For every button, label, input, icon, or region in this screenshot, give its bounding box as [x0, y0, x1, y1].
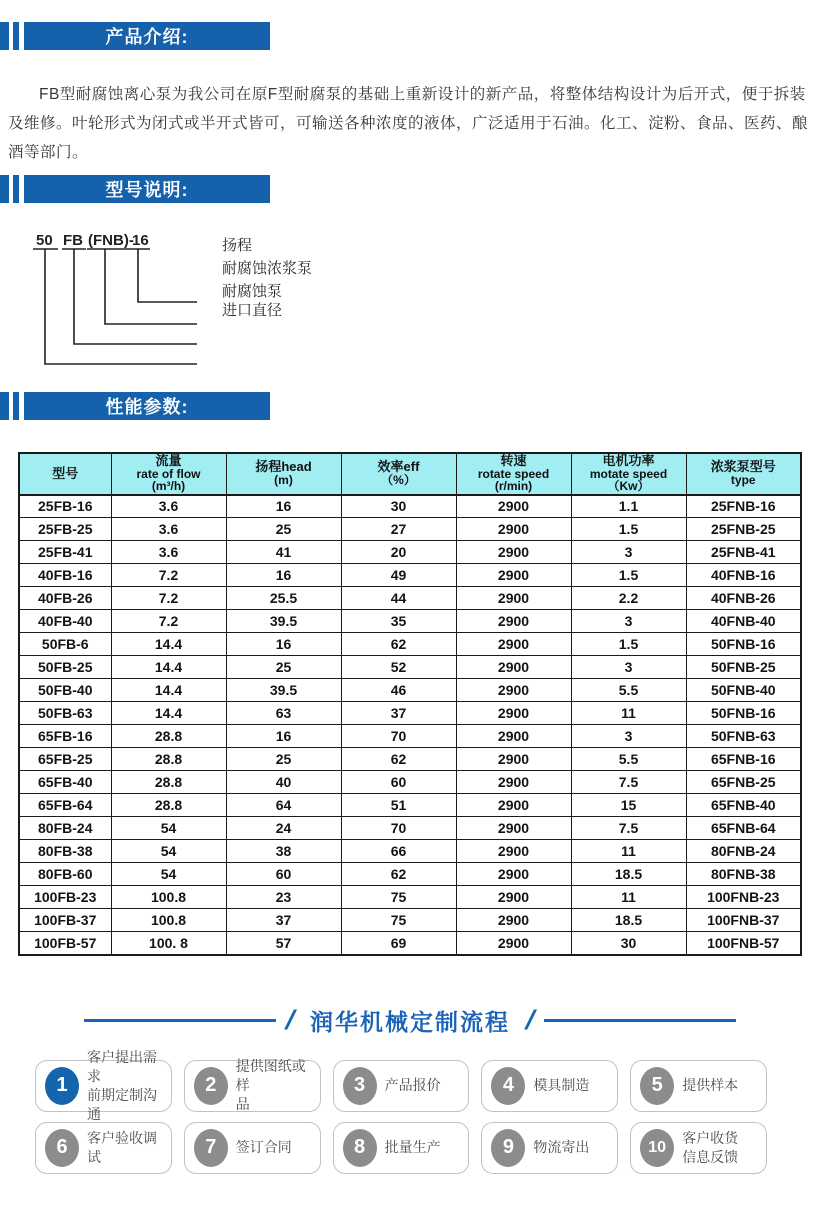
- table-cell: 2900: [456, 679, 571, 702]
- table-cell: 100.8: [111, 886, 226, 909]
- table-cell: 2900: [456, 541, 571, 564]
- header-stripe-icon: [13, 392, 19, 420]
- table-cell: 7.5: [571, 771, 686, 794]
- table-cell: 40FB-40: [19, 610, 111, 633]
- table-cell: 1.5: [571, 633, 686, 656]
- table-cell: 54: [111, 817, 226, 840]
- table-row: [19, 817, 801, 840]
- table-row: [19, 748, 801, 771]
- flow-step-8: [333, 1122, 470, 1174]
- table-cell: 80FB-60: [19, 863, 111, 886]
- step-label: 物流寄出: [533, 1139, 590, 1155]
- table-row: [19, 840, 801, 863]
- table-cell: 63: [226, 702, 341, 725]
- table-cell: 28.8: [111, 771, 226, 794]
- step-label: 产品报价: [384, 1077, 441, 1093]
- table-cell: 3.6: [111, 541, 226, 564]
- performance-table: [18, 452, 802, 956]
- table-cell: 1.5: [571, 564, 686, 587]
- table-cell: 2900: [456, 610, 571, 633]
- column-header: 型号: [19, 453, 111, 495]
- table-cell: 70: [341, 817, 456, 840]
- model-label-inlet-dia: 进口直径: [222, 302, 283, 319]
- model-code-diagram: [0, 213, 420, 385]
- table-cell: 40: [226, 771, 341, 794]
- table-cell: 11: [571, 840, 686, 863]
- table-row: [19, 863, 801, 886]
- table-cell: 65FNB-16: [686, 748, 801, 771]
- table-cell: 3: [571, 725, 686, 748]
- table-cell: 2900: [456, 702, 571, 725]
- table-cell: 2900: [456, 817, 571, 840]
- column-header: 浓浆泵型号 type: [686, 453, 801, 495]
- table-cell: 44: [341, 587, 456, 610]
- model-code-head: 16: [132, 232, 149, 249]
- table-row: [19, 633, 801, 656]
- table-cell: 30: [571, 932, 686, 955]
- table-cell: 41: [226, 541, 341, 564]
- step-label: 提供样本: [682, 1077, 739, 1093]
- step-number-badge: 8: [343, 1129, 377, 1167]
- table-cell: 54: [111, 840, 226, 863]
- table-cell: 2900: [456, 771, 571, 794]
- table-cell: 38: [226, 840, 341, 863]
- table-cell: 100FNB-57: [686, 932, 801, 955]
- flow-step-5: [630, 1060, 767, 1112]
- table-cell: 62: [341, 748, 456, 771]
- table-cell: 65FNB-64: [686, 817, 801, 840]
- step-number-badge: 10: [640, 1129, 674, 1167]
- table-cell: 65FNB-40: [686, 794, 801, 817]
- table-cell: 16: [226, 564, 341, 587]
- table-row: [19, 909, 801, 932]
- table-cell: 2900: [456, 725, 571, 748]
- table-cell: 100FNB-23: [686, 886, 801, 909]
- flow-steps: [35, 1048, 767, 1174]
- step-label: 客户收货 信息反馈: [682, 1129, 739, 1165]
- table-cell: 51: [341, 794, 456, 817]
- table-cell: 23: [226, 886, 341, 909]
- table-cell: 50FNB-63: [686, 725, 801, 748]
- table-cell: 39.5: [226, 679, 341, 702]
- table-cell: 100FNB-37: [686, 909, 801, 932]
- table-cell: 50FNB-25: [686, 656, 801, 679]
- table-row: [19, 771, 801, 794]
- table-cell: 2.2: [571, 587, 686, 610]
- table-cell: 80FNB-38: [686, 863, 801, 886]
- step-number-badge: 2: [194, 1067, 228, 1105]
- model-label-head: 扬程: [222, 237, 253, 254]
- table-cell: 50FB-6: [19, 633, 111, 656]
- model-code-fb: FB: [63, 232, 83, 249]
- step-number-badge: 9: [491, 1129, 525, 1167]
- model-label-anticorr-pump: 耐腐蚀泵: [222, 283, 283, 300]
- slash-decor-icon: /: [284, 1005, 296, 1035]
- table-cell: 15: [571, 794, 686, 817]
- table-cell: 25FB-25: [19, 518, 111, 541]
- table-cell: 14.4: [111, 656, 226, 679]
- intro-paragraph: FB型耐腐蚀离心泵为我公司在原F型耐腐泵的基础上重新设计的新产品，将整体结构设计为后开式，便于拆装及维修。叶轮形式为闭式或半开式皆可，可输送各种浓度的液体，广泛适用于石油。化工、淀粉、食品、医药、酿酒等部门。: [8, 86, 809, 161]
- table-cell: 80FB-24: [19, 817, 111, 840]
- table-cell: 25: [226, 518, 341, 541]
- table-cell: 40FB-26: [19, 587, 111, 610]
- section-header-intro: [0, 22, 820, 50]
- table-cell: 40FNB-16: [686, 564, 801, 587]
- header-stripe-icon: [0, 22, 9, 50]
- table-cell: 80FNB-24: [686, 840, 801, 863]
- flow-step-7: [184, 1122, 321, 1174]
- table-cell: 50FB-25: [19, 656, 111, 679]
- table-cell: 46: [341, 679, 456, 702]
- table-cell: 62: [341, 633, 456, 656]
- table-cell: 70: [341, 725, 456, 748]
- table-cell: 28.8: [111, 748, 226, 771]
- table-cell: 27: [341, 518, 456, 541]
- table-row: [19, 794, 801, 817]
- table-cell: 3.6: [111, 495, 226, 518]
- table-cell: 2900: [456, 633, 571, 656]
- table-cell: 30: [341, 495, 456, 518]
- table-cell: 2900: [456, 794, 571, 817]
- table-cell: 52: [341, 656, 456, 679]
- table-cell: 62: [341, 863, 456, 886]
- table-row: [19, 656, 801, 679]
- table-cell: 54: [111, 863, 226, 886]
- table-row: [19, 932, 801, 955]
- table-cell: 11: [571, 886, 686, 909]
- table-cell: 65FB-16: [19, 725, 111, 748]
- header-stripe-icon: [0, 175, 9, 203]
- table-cell: 2900: [456, 909, 571, 932]
- table-row: [19, 702, 801, 725]
- step-number-badge: 5: [640, 1067, 674, 1105]
- flow-step-4: [481, 1060, 618, 1112]
- column-header: 流量 rate of flow (m³/h): [111, 453, 226, 495]
- table-cell: 64: [226, 794, 341, 817]
- table-row: [19, 495, 801, 518]
- table-cell: 2900: [456, 656, 571, 679]
- table-cell: 1.5: [571, 518, 686, 541]
- table-cell: 16: [226, 495, 341, 518]
- table-cell: 25FB-41: [19, 541, 111, 564]
- step-label: 提供图纸或样 品: [235, 1058, 306, 1112]
- table-cell: 1.1: [571, 495, 686, 518]
- table-row: [19, 541, 801, 564]
- table-cell: 65FB-25: [19, 748, 111, 771]
- step-number-badge: 4: [491, 1067, 525, 1105]
- table-head-row: [19, 453, 801, 495]
- table-cell: 25FNB-25: [686, 518, 801, 541]
- header-stripe-icon: [13, 22, 19, 50]
- table-cell: 2900: [456, 932, 571, 955]
- table-cell: 2900: [456, 748, 571, 771]
- flow-step-2: [184, 1060, 321, 1112]
- table-row: [19, 518, 801, 541]
- table-row: [19, 587, 801, 610]
- flow-step-9: [481, 1122, 618, 1174]
- table-cell: 28.8: [111, 725, 226, 748]
- table-cell: 3: [571, 541, 686, 564]
- table-cell: 60: [226, 863, 341, 886]
- table-cell: 16: [226, 633, 341, 656]
- table-cell: 2900: [456, 587, 571, 610]
- table-cell: 100FB-57: [19, 932, 111, 955]
- step-label: 模具制造: [533, 1077, 590, 1093]
- flow-step-6: [35, 1122, 172, 1174]
- table-cell: 60: [341, 771, 456, 794]
- table-row: [19, 564, 801, 587]
- table-cell: 100FB-23: [19, 886, 111, 909]
- table-row: [19, 886, 801, 909]
- table-cell: 80FB-38: [19, 840, 111, 863]
- table-cell: 49: [341, 564, 456, 587]
- model-code-inlet: 50: [36, 232, 53, 249]
- table-cell: 2900: [456, 863, 571, 886]
- section-header-model: [0, 175, 820, 203]
- table-cell: 39.5: [226, 610, 341, 633]
- model-label-slurry-pump: 耐腐蚀浓浆泵: [222, 260, 313, 277]
- table-cell: 14.4: [111, 679, 226, 702]
- section-title-params: 性能参数:: [24, 392, 270, 420]
- flow-title: 润华机械定制流程: [310, 1009, 510, 1035]
- table-cell: 25FNB-16: [686, 495, 801, 518]
- table-cell: 100FB-37: [19, 909, 111, 932]
- table-cell: 24: [226, 817, 341, 840]
- section-title-intro: 产品介绍:: [24, 22, 270, 50]
- table-cell: 7.2: [111, 610, 226, 633]
- table-cell: 65FB-40: [19, 771, 111, 794]
- step-label: 客户提出需求 前期定制沟通: [87, 1048, 157, 1122]
- table-cell: 5.5: [571, 748, 686, 771]
- table-cell: 40FNB-26: [686, 587, 801, 610]
- flow-title-line-right: [544, 1019, 736, 1022]
- table-cell: 25FNB-41: [686, 541, 801, 564]
- table-cell: 69: [341, 932, 456, 955]
- table-cell: 75: [341, 909, 456, 932]
- flow-step-3: [333, 1060, 470, 1112]
- table-cell: 25: [226, 656, 341, 679]
- table-cell: 37: [226, 909, 341, 932]
- step-number-badge: 3: [343, 1067, 377, 1105]
- section-title-model: 型号说明:: [24, 175, 270, 203]
- table-cell: 50FB-63: [19, 702, 111, 725]
- table-row: [19, 679, 801, 702]
- table-cell: 16: [226, 725, 341, 748]
- table-cell: 100.8: [111, 909, 226, 932]
- table-cell: 65FNB-25: [686, 771, 801, 794]
- column-header: 电机功率 motate speed （Kw）: [571, 453, 686, 495]
- table-cell: 2900: [456, 840, 571, 863]
- table-cell: 2900: [456, 886, 571, 909]
- table-cell: 7.2: [111, 564, 226, 587]
- table-cell: 50FB-40: [19, 679, 111, 702]
- flow-title-row: [0, 1004, 820, 1038]
- table-cell: 66: [341, 840, 456, 863]
- step-label: 客户验收调试: [87, 1129, 157, 1165]
- slash-decor-icon: /: [524, 1005, 536, 1035]
- table-cell: 20: [341, 541, 456, 564]
- table-cell: 35: [341, 610, 456, 633]
- table-cell: 3.6: [111, 518, 226, 541]
- step-number-badge: 6: [45, 1129, 79, 1167]
- table-cell: 50FNB-40: [686, 679, 801, 702]
- table-cell: 2900: [456, 495, 571, 518]
- table-cell: 3: [571, 610, 686, 633]
- table-cell: 50FNB-16: [686, 633, 801, 656]
- table-cell: 50FNB-16: [686, 702, 801, 725]
- table-row: [19, 610, 801, 633]
- header-stripe-icon: [0, 392, 9, 420]
- step-number-badge: 1: [45, 1067, 79, 1105]
- step-label: 签订合同: [235, 1139, 292, 1155]
- table-cell: 3: [571, 656, 686, 679]
- table-cell: 14.4: [111, 702, 226, 725]
- table-cell: 40FNB-40: [686, 610, 801, 633]
- table-cell: 14.4: [111, 633, 226, 656]
- table-cell: 25.5: [226, 587, 341, 610]
- flow-step-10: [630, 1122, 767, 1174]
- step-label: 批量生产: [384, 1139, 441, 1155]
- table-cell: 28.8: [111, 794, 226, 817]
- table-cell: 18.5: [571, 863, 686, 886]
- table-cell: 100. 8: [111, 932, 226, 955]
- table-cell: 57: [226, 932, 341, 955]
- table-body: [19, 495, 801, 955]
- table-cell: 5.5: [571, 679, 686, 702]
- model-code-fnb: (FNB)-: [88, 232, 134, 249]
- table-cell: 65FB-64: [19, 794, 111, 817]
- table-cell: 75: [341, 886, 456, 909]
- table-cell: 2900: [456, 564, 571, 587]
- flow-title-line-left: [84, 1019, 276, 1022]
- column-header: 效率eff （%）: [341, 453, 456, 495]
- column-header: 转速 rotate speed (r/min): [456, 453, 571, 495]
- table-cell: 7.2: [111, 587, 226, 610]
- table-cell: 11: [571, 702, 686, 725]
- section-header-params: [0, 392, 820, 420]
- table-cell: 40FB-16: [19, 564, 111, 587]
- table-row: [19, 725, 801, 748]
- table-cell: 7.5: [571, 817, 686, 840]
- flow-step-1: [35, 1048, 172, 1122]
- table-cell: 37: [341, 702, 456, 725]
- step-number-badge: 7: [194, 1129, 228, 1167]
- table-cell: 2900: [456, 518, 571, 541]
- table-cell: 25: [226, 748, 341, 771]
- column-header: 扬程head (m): [226, 453, 341, 495]
- table-cell: 25FB-16: [19, 495, 111, 518]
- table-cell: 18.5: [571, 909, 686, 932]
- header-stripe-icon: [13, 175, 19, 203]
